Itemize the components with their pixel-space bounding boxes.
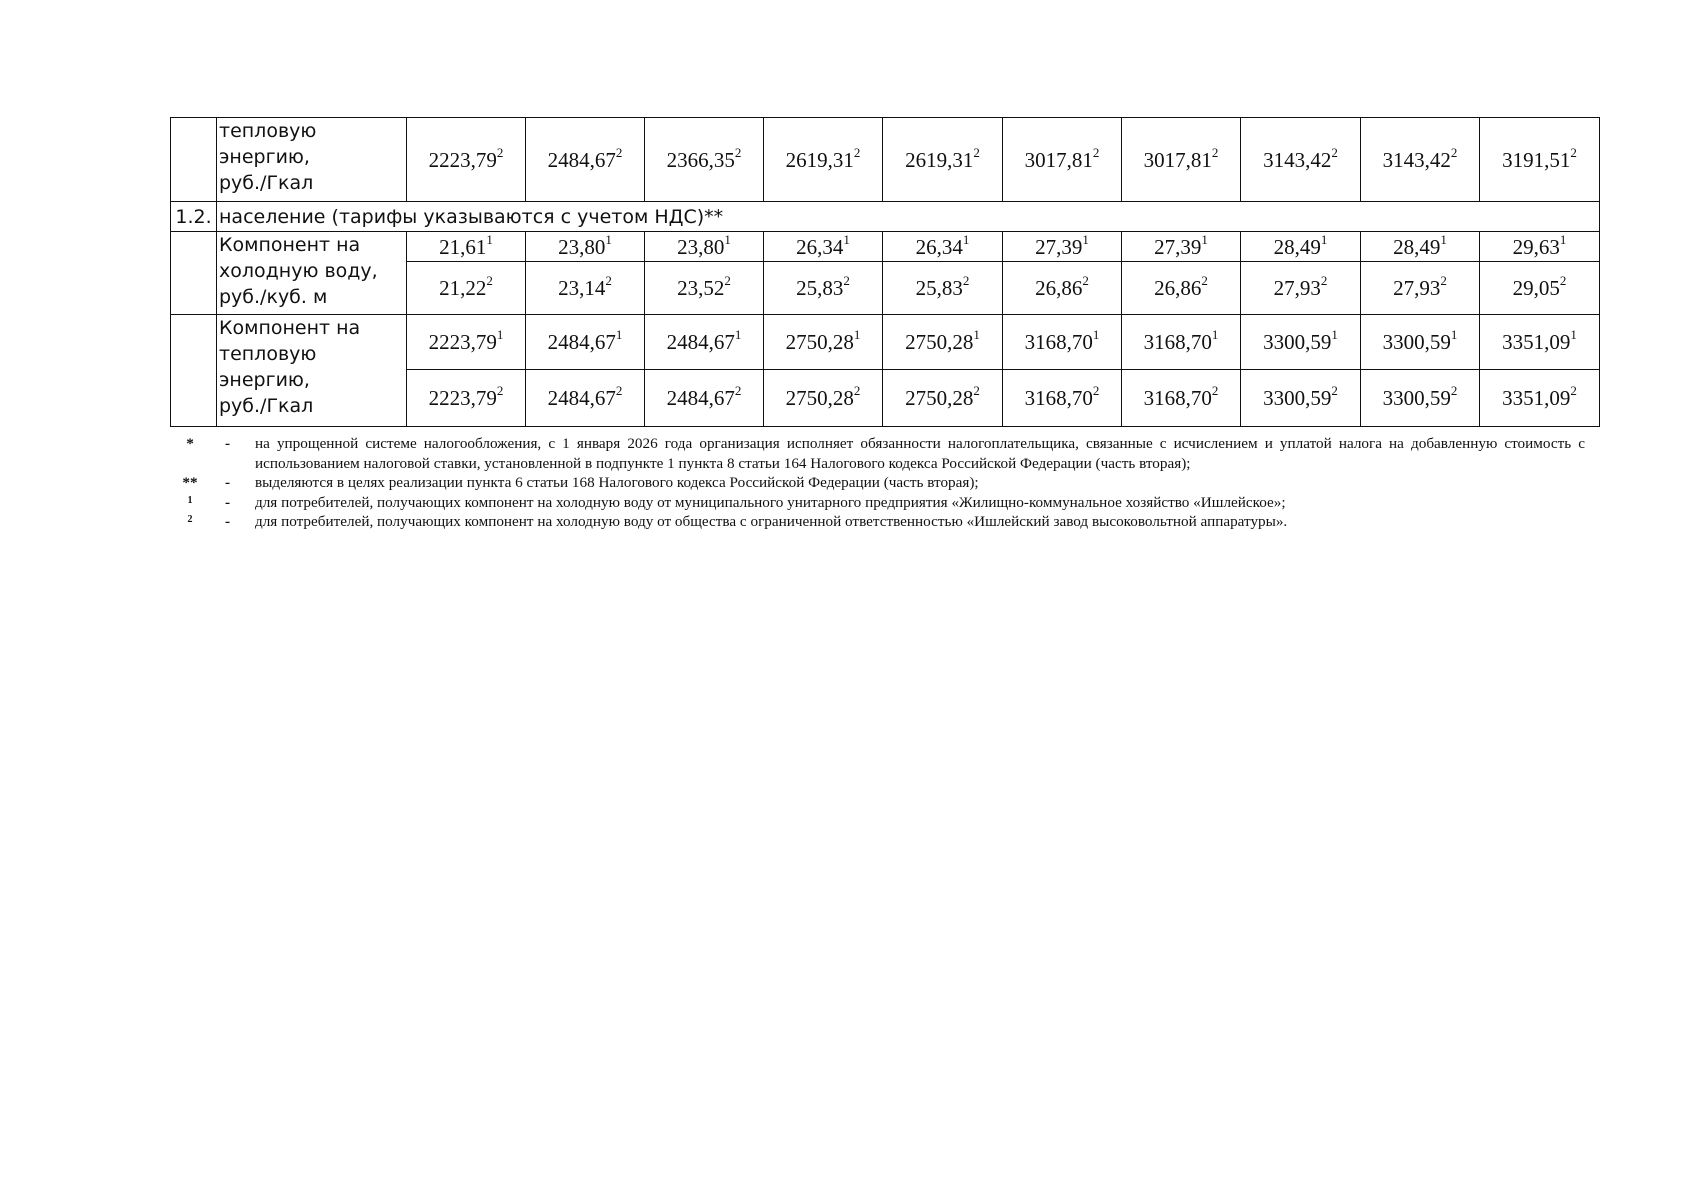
tariff-value: 2366,35 <box>666 147 735 172</box>
value-cell <box>407 262 526 315</box>
footnote-ref: 1 <box>615 327 623 342</box>
tariff-value: 2484,67 <box>547 330 616 354</box>
tariff-value: 26,34 <box>915 234 963 259</box>
tariff-value: 3143,42 <box>1382 147 1451 172</box>
footnote-ref: 2 <box>1570 383 1577 398</box>
footnote-ref: 2 <box>1450 383 1458 398</box>
footnote-dash: - <box>224 513 231 530</box>
tariff-value: 3300,59 <box>1263 386 1332 410</box>
row-number-cell <box>171 118 217 202</box>
footnote-ref: 1 <box>496 327 504 342</box>
footnote-text: для потребителей, получающих компонент на холодную воду от муниципального унитарного предприятия «Жилищно-коммунальное хозяйство «Ишлейское»; <box>255 493 1286 511</box>
tariff-value: 2619,31 <box>905 147 974 172</box>
value-cell <box>1241 262 1361 315</box>
tariff-value: 28,49 <box>1393 234 1441 259</box>
footnote-ref: 2 <box>496 144 504 160</box>
tariff-value: 25,83 <box>796 276 844 300</box>
footnote-dash: - <box>224 435 231 452</box>
tariff-value: 2750,28 <box>785 386 854 410</box>
tariff-value: 2750,28 <box>905 386 974 410</box>
value-cell <box>1241 118 1361 202</box>
tariff-value: 3191,51 <box>1502 147 1571 172</box>
footnote-ref: 1 <box>1559 231 1567 247</box>
label-line: руб./Гкал <box>219 395 314 417</box>
footnote-ref: 1 <box>843 231 850 247</box>
footnote-2 <box>180 512 1585 532</box>
tariff-value: 23,80 <box>558 234 606 259</box>
tariff-value: 2750,28 <box>905 330 974 354</box>
value-cell <box>1122 370 1241 427</box>
table-row-heat-continued <box>171 118 1600 202</box>
tariff-value: 3300,59 <box>1263 330 1332 354</box>
value-cell <box>1480 118 1600 202</box>
label-line: холодную воду, <box>219 260 378 282</box>
value-cell <box>883 315 1003 370</box>
value-cell <box>526 262 645 315</box>
footnote-ref: 1 <box>1440 231 1447 247</box>
value-cell <box>883 370 1003 427</box>
footnote-ref: 1 <box>724 231 731 247</box>
value-cell <box>1361 370 1480 427</box>
tariff-value: 3351,09 <box>1502 386 1571 410</box>
value-cell <box>645 118 764 202</box>
value-cell <box>1361 232 1480 262</box>
footnote-ref: 2 <box>843 273 850 288</box>
value-cell <box>1361 262 1480 315</box>
value-cell <box>764 370 883 427</box>
row-label-heat-energy-population <box>217 315 407 427</box>
value-cell <box>764 232 883 262</box>
tariff-value: 21,61 <box>439 234 487 259</box>
footnote-double-asterisk <box>180 473 1585 493</box>
value-cell <box>1241 232 1361 262</box>
footnote-ref: 2 <box>973 383 980 398</box>
label-line: энергию, <box>219 369 310 391</box>
value-cell <box>764 118 883 202</box>
tariff-value: 3168,70 <box>1143 330 1212 354</box>
tariff-value: 29,63 <box>1512 234 1560 259</box>
footnote-ref: 2 <box>496 383 504 398</box>
value-cell <box>645 315 764 370</box>
footnote-ref: 2 <box>734 144 742 160</box>
tariff-value: 3017,81 <box>1024 147 1093 172</box>
footnote-mark: ** <box>182 474 198 491</box>
label-line: Компонент на <box>219 317 361 339</box>
footnote-ref: 2 <box>1211 383 1219 398</box>
footnote-ref: 2 <box>734 383 742 398</box>
value-cell <box>1122 232 1241 262</box>
tariff-value: 3300,59 <box>1382 386 1451 410</box>
label-line: Компонент на <box>219 234 361 256</box>
footnote-ref: 2 <box>1092 383 1100 398</box>
row-number-cell <box>171 232 217 315</box>
footnote-ref: 2 <box>724 273 731 288</box>
table-row-heat-population-1 <box>171 315 1600 370</box>
section-row-1-2 <box>171 202 1600 232</box>
footnote-ref: 2 <box>853 383 861 398</box>
value-cell <box>883 262 1003 315</box>
footnote-ref: 2 <box>615 144 623 160</box>
value-cell <box>645 262 764 315</box>
footnote-ref: 1 <box>1201 231 1208 247</box>
value-cell <box>526 232 645 262</box>
footnote-ref: 1 <box>1082 231 1089 247</box>
value-cell <box>764 315 883 370</box>
value-cell <box>1480 370 1600 427</box>
footnote-ref: 2 <box>1450 144 1458 160</box>
tariff-value: 26,86 <box>1154 276 1202 300</box>
value-cell <box>1003 118 1122 202</box>
value-cell <box>645 232 764 262</box>
tariff-value: 26,86 <box>1035 276 1083 300</box>
footnote-ref: 2 <box>1082 273 1089 288</box>
row-label-cold-water <box>217 232 407 315</box>
label-line: энергию, <box>219 146 310 168</box>
footnote-asterisk <box>180 434 1585 473</box>
footnote-ref: 2 <box>1331 144 1338 160</box>
label-line: тепловую <box>219 343 317 365</box>
value-cell <box>526 370 645 427</box>
value-cell <box>1241 370 1361 427</box>
tariff-value: 2484,67 <box>547 386 616 410</box>
tariff-value: 2750,28 <box>785 330 854 354</box>
footnote-dash: - <box>224 493 231 511</box>
footnotes <box>180 434 1585 532</box>
row-number-cell <box>171 315 217 427</box>
footnote-ref: 2 <box>973 144 980 160</box>
tariff-value: 2223,79 <box>428 330 497 354</box>
tariff-value: 23,52 <box>677 276 725 300</box>
tariff-value: 2223,79 <box>428 386 497 410</box>
value-cell <box>407 232 526 262</box>
table-row-cold-water-1 <box>171 232 1600 262</box>
value-cell <box>1480 315 1600 370</box>
footnote-text: для потребителей, получающих компонент на холодную воду от общества с ограниченной ответственностью «Ишлейский завод высоковольтной аппаратуры». <box>255 513 1288 530</box>
footnote-dash: - <box>224 474 231 491</box>
tariff-value: 2619,31 <box>785 147 854 172</box>
value-cell <box>1361 315 1480 370</box>
footnote-ref: 1 <box>853 327 861 342</box>
value-cell <box>1003 262 1122 315</box>
label-line: руб./куб. м <box>219 286 328 308</box>
section-number: 1.2. <box>171 202 217 232</box>
tariff-value: 3351,09 <box>1502 330 1571 354</box>
value-cell <box>1480 262 1600 315</box>
footnote-mark: * <box>186 435 194 452</box>
tariff-value: 23,14 <box>558 276 606 300</box>
footnote-ref: 2 <box>1570 144 1577 160</box>
value-cell <box>526 315 645 370</box>
label-line: тепловую <box>219 120 317 142</box>
footnote-ref: 1 <box>486 231 493 247</box>
footnote-1 <box>180 493 1585 513</box>
tariff-value: 29,05 <box>1512 276 1560 300</box>
footnote-ref: 2 <box>486 273 493 288</box>
tariff-value: 3168,70 <box>1024 386 1093 410</box>
footnote-ref: 1 <box>1331 327 1338 342</box>
footnote-ref: 2 <box>853 144 861 160</box>
tariff-value: 3143,42 <box>1263 147 1332 172</box>
footnote-text: на упрощенной системе налогообложения, с 1 января 2026 года организация исполняет обязанности налогоплательщика, связанные с исчислением и уплатой налога на добавленную стоимость с использованием налоговой ставки, установленной в подпункте 1 пункта 8 статьи 164 Налогового кодекса Российской Федерации (часть вторая); <box>255 435 1585 472</box>
footnote-ref: 2 <box>1440 273 1447 288</box>
footnote-mark: 2 <box>187 514 193 525</box>
tariff-value: 3017,81 <box>1143 147 1212 172</box>
footnote-ref: 1 <box>962 231 970 247</box>
footnote-ref: 1 <box>734 327 742 342</box>
footnote-text: выделяются в целях реализации пункта 6 статьи 168 Налогового кодекса Российской Федерации (часть вторая); <box>255 474 979 491</box>
value-cell <box>1122 118 1241 202</box>
value-cell <box>1003 315 1122 370</box>
value-cell <box>526 118 645 202</box>
tariff-value: 2484,67 <box>547 147 616 172</box>
value-cell <box>407 370 526 427</box>
footnote-ref: 2 <box>1331 383 1338 398</box>
footnote-ref: 2 <box>615 383 623 398</box>
tariff-value: 3300,59 <box>1382 330 1451 354</box>
footnote-ref: 2 <box>1320 273 1328 288</box>
tariff-value: 27,93 <box>1273 276 1321 300</box>
value-cell <box>1003 370 1122 427</box>
footnote-ref: 2 <box>605 273 612 288</box>
tariff-value: 23,80 <box>677 234 725 259</box>
row-label-heat-energy <box>217 118 407 202</box>
footnote-ref: 1 <box>973 327 980 342</box>
value-cell <box>1241 315 1361 370</box>
footnote-ref: 1 <box>1211 327 1219 342</box>
tariff-value: 2484,67 <box>666 386 735 410</box>
tariff-value: 26,34 <box>796 234 844 259</box>
footnote-mark: 1 <box>187 494 193 506</box>
value-cell <box>1122 262 1241 315</box>
tariff-value: 27,39 <box>1154 234 1202 259</box>
tariff-value: 3168,70 <box>1024 330 1093 354</box>
tariff-table <box>170 117 1600 427</box>
footnote-ref: 2 <box>1201 273 1208 288</box>
footnote-ref: 2 <box>962 273 970 288</box>
section-title: население (тарифы указываются с учетом НДС)** <box>217 202 1600 232</box>
tariff-value: 2484,67 <box>666 330 735 354</box>
value-cell <box>1361 118 1480 202</box>
footnote-ref: 1 <box>1570 327 1577 342</box>
tariff-value: 25,83 <box>915 276 963 300</box>
value-cell <box>645 370 764 427</box>
tariff-value: 27,39 <box>1035 234 1083 259</box>
value-cell <box>1122 315 1241 370</box>
footnote-ref: 1 <box>1320 231 1328 247</box>
tariff-value: 28,49 <box>1273 234 1321 259</box>
value-cell <box>883 232 1003 262</box>
value-cell <box>1480 232 1600 262</box>
value-cell <box>407 118 526 202</box>
footnote-ref: 1 <box>1450 327 1458 342</box>
tariff-value: 27,93 <box>1393 276 1441 300</box>
footnote-ref: 1 <box>605 231 612 247</box>
footnote-ref: 1 <box>1092 327 1100 342</box>
footnote-ref: 2 <box>1092 144 1100 160</box>
value-cell <box>1003 232 1122 262</box>
value-cell <box>883 118 1003 202</box>
label-line: руб./Гкал <box>219 172 314 194</box>
value-cell <box>407 315 526 370</box>
footnote-ref: 2 <box>1211 144 1219 160</box>
footnote-ref: 2 <box>1559 273 1567 288</box>
value-cell <box>764 262 883 315</box>
tariff-value: 21,22 <box>439 276 487 300</box>
tariff-value: 3168,70 <box>1143 386 1212 410</box>
tariff-value: 2223,79 <box>428 147 497 172</box>
